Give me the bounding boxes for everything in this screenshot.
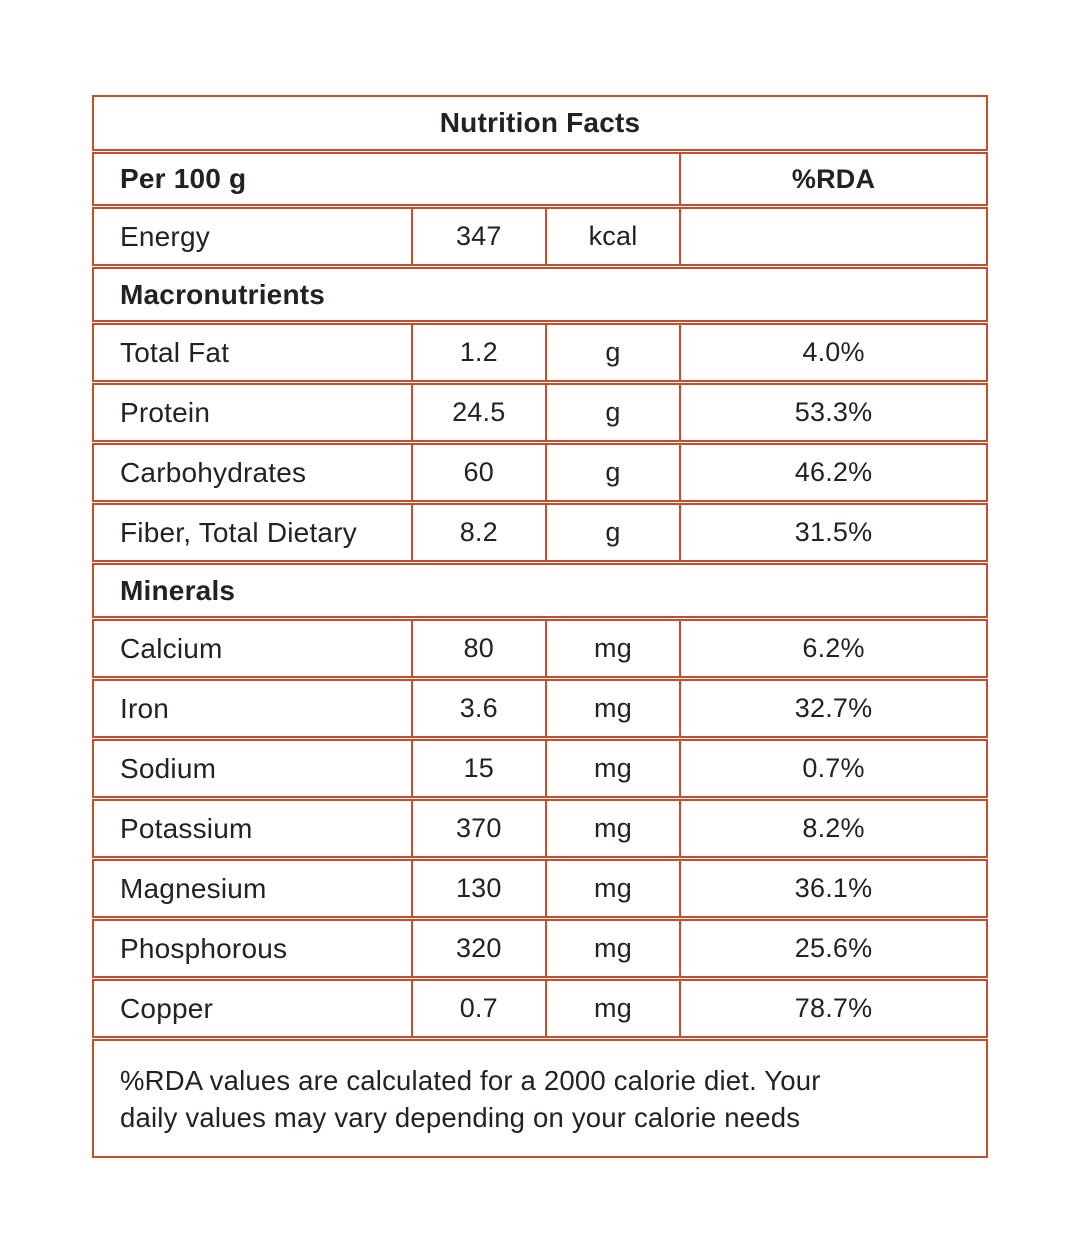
footnote-line-1: %RDA values are calculated for a 2000 calorie diet. Your [120, 1064, 821, 1096]
nutrient-value: 3.6 [411, 681, 545, 736]
nutrient-rda: 31.5% [679, 505, 986, 560]
row-energy [92, 207, 988, 266]
nutrient-rda: 25.6% [679, 921, 986, 976]
nutrition-facts-table [92, 95, 988, 1158]
row-sodium [92, 739, 988, 798]
section-header-label: Macronutrients [120, 278, 326, 310]
row-phosphorous [92, 919, 988, 978]
nutrient-value: 24.5 [411, 385, 545, 440]
nutrient-unit: mg [545, 921, 679, 976]
nutrient-unit: g [545, 505, 679, 560]
serving-size-header: Per 100 g [120, 163, 247, 194]
nutrient-name: Fiber, Total Dietary [120, 516, 357, 548]
section-header-macronutrients [92, 267, 988, 322]
nutrient-value: 8.2 [411, 505, 545, 560]
nutrient-name: Potassium [120, 812, 253, 844]
nutrient-rda: 78.7% [679, 981, 986, 1036]
section-header-label: Minerals [120, 574, 236, 606]
nutrient-rda: 36.1% [679, 861, 986, 916]
nutrient-value: 0.7 [411, 981, 545, 1036]
nutrient-value: 80 [411, 621, 545, 676]
section-header-minerals [92, 563, 988, 618]
nutrient-unit: kcal [545, 209, 679, 264]
nutrient-rda: 32.7% [679, 681, 986, 736]
column-header-row [92, 152, 988, 206]
nutrient-value: 60 [411, 445, 545, 500]
nutrient-name: Calcium [120, 632, 223, 664]
row-magnesium [92, 859, 988, 918]
nutrient-unit: mg [545, 681, 679, 736]
nutrient-unit: mg [545, 801, 679, 856]
row-iron [92, 679, 988, 738]
nutrient-name: Iron [120, 692, 170, 724]
nutrient-rda: 8.2% [679, 801, 986, 856]
footnote-row [92, 1039, 988, 1158]
nutrient-unit: mg [545, 981, 679, 1036]
nutrient-name: Magnesium [120, 872, 267, 904]
nutrient-name: Protein [120, 396, 211, 428]
nutrient-rda: 4.0% [679, 325, 986, 380]
nutrient-name: Total Fat [120, 336, 230, 368]
nutrient-rda: 0.7% [679, 741, 986, 796]
nutrient-unit: g [545, 385, 679, 440]
nutrient-name: Sodium [120, 752, 217, 784]
nutrient-value: 347 [411, 209, 545, 264]
nutrient-rda: 53.3% [679, 385, 986, 440]
nutrient-unit: g [545, 325, 679, 380]
nutrient-name: Carbohydrates [120, 456, 307, 488]
nutrient-unit: mg [545, 741, 679, 796]
row-calcium [92, 619, 988, 678]
row-fiber [92, 503, 988, 562]
nutrient-name: Copper [120, 992, 214, 1024]
row-potassium [92, 799, 988, 858]
rda-footnote [94, 1041, 986, 1156]
nutrient-name: Phosphorous [120, 932, 288, 964]
nutrient-unit: g [545, 445, 679, 500]
row-copper [92, 979, 988, 1038]
nutrient-value: 1.2 [411, 325, 545, 380]
nutrient-value: 370 [411, 801, 545, 856]
nutrient-value: 320 [411, 921, 545, 976]
row-protein [92, 383, 988, 442]
nutrient-unit: mg [545, 861, 679, 916]
nutrient-value: 130 [411, 861, 545, 916]
nutrient-rda [679, 209, 986, 264]
nutrient-rda: 6.2% [679, 621, 986, 676]
row-carbohydrates [92, 443, 988, 502]
nutrient-rda: 46.2% [679, 445, 986, 500]
nutrient-value: 15 [411, 741, 545, 796]
nutrient-name: Energy [120, 220, 210, 252]
footnote-line-2: daily values may vary depending on your calorie needs [120, 1101, 801, 1133]
rda-column-header: %RDA [679, 154, 986, 204]
nutrient-unit: mg [545, 621, 679, 676]
table-title: Nutrition Facts [439, 107, 641, 138]
row-total-fat [92, 323, 988, 382]
title-row [92, 95, 988, 151]
